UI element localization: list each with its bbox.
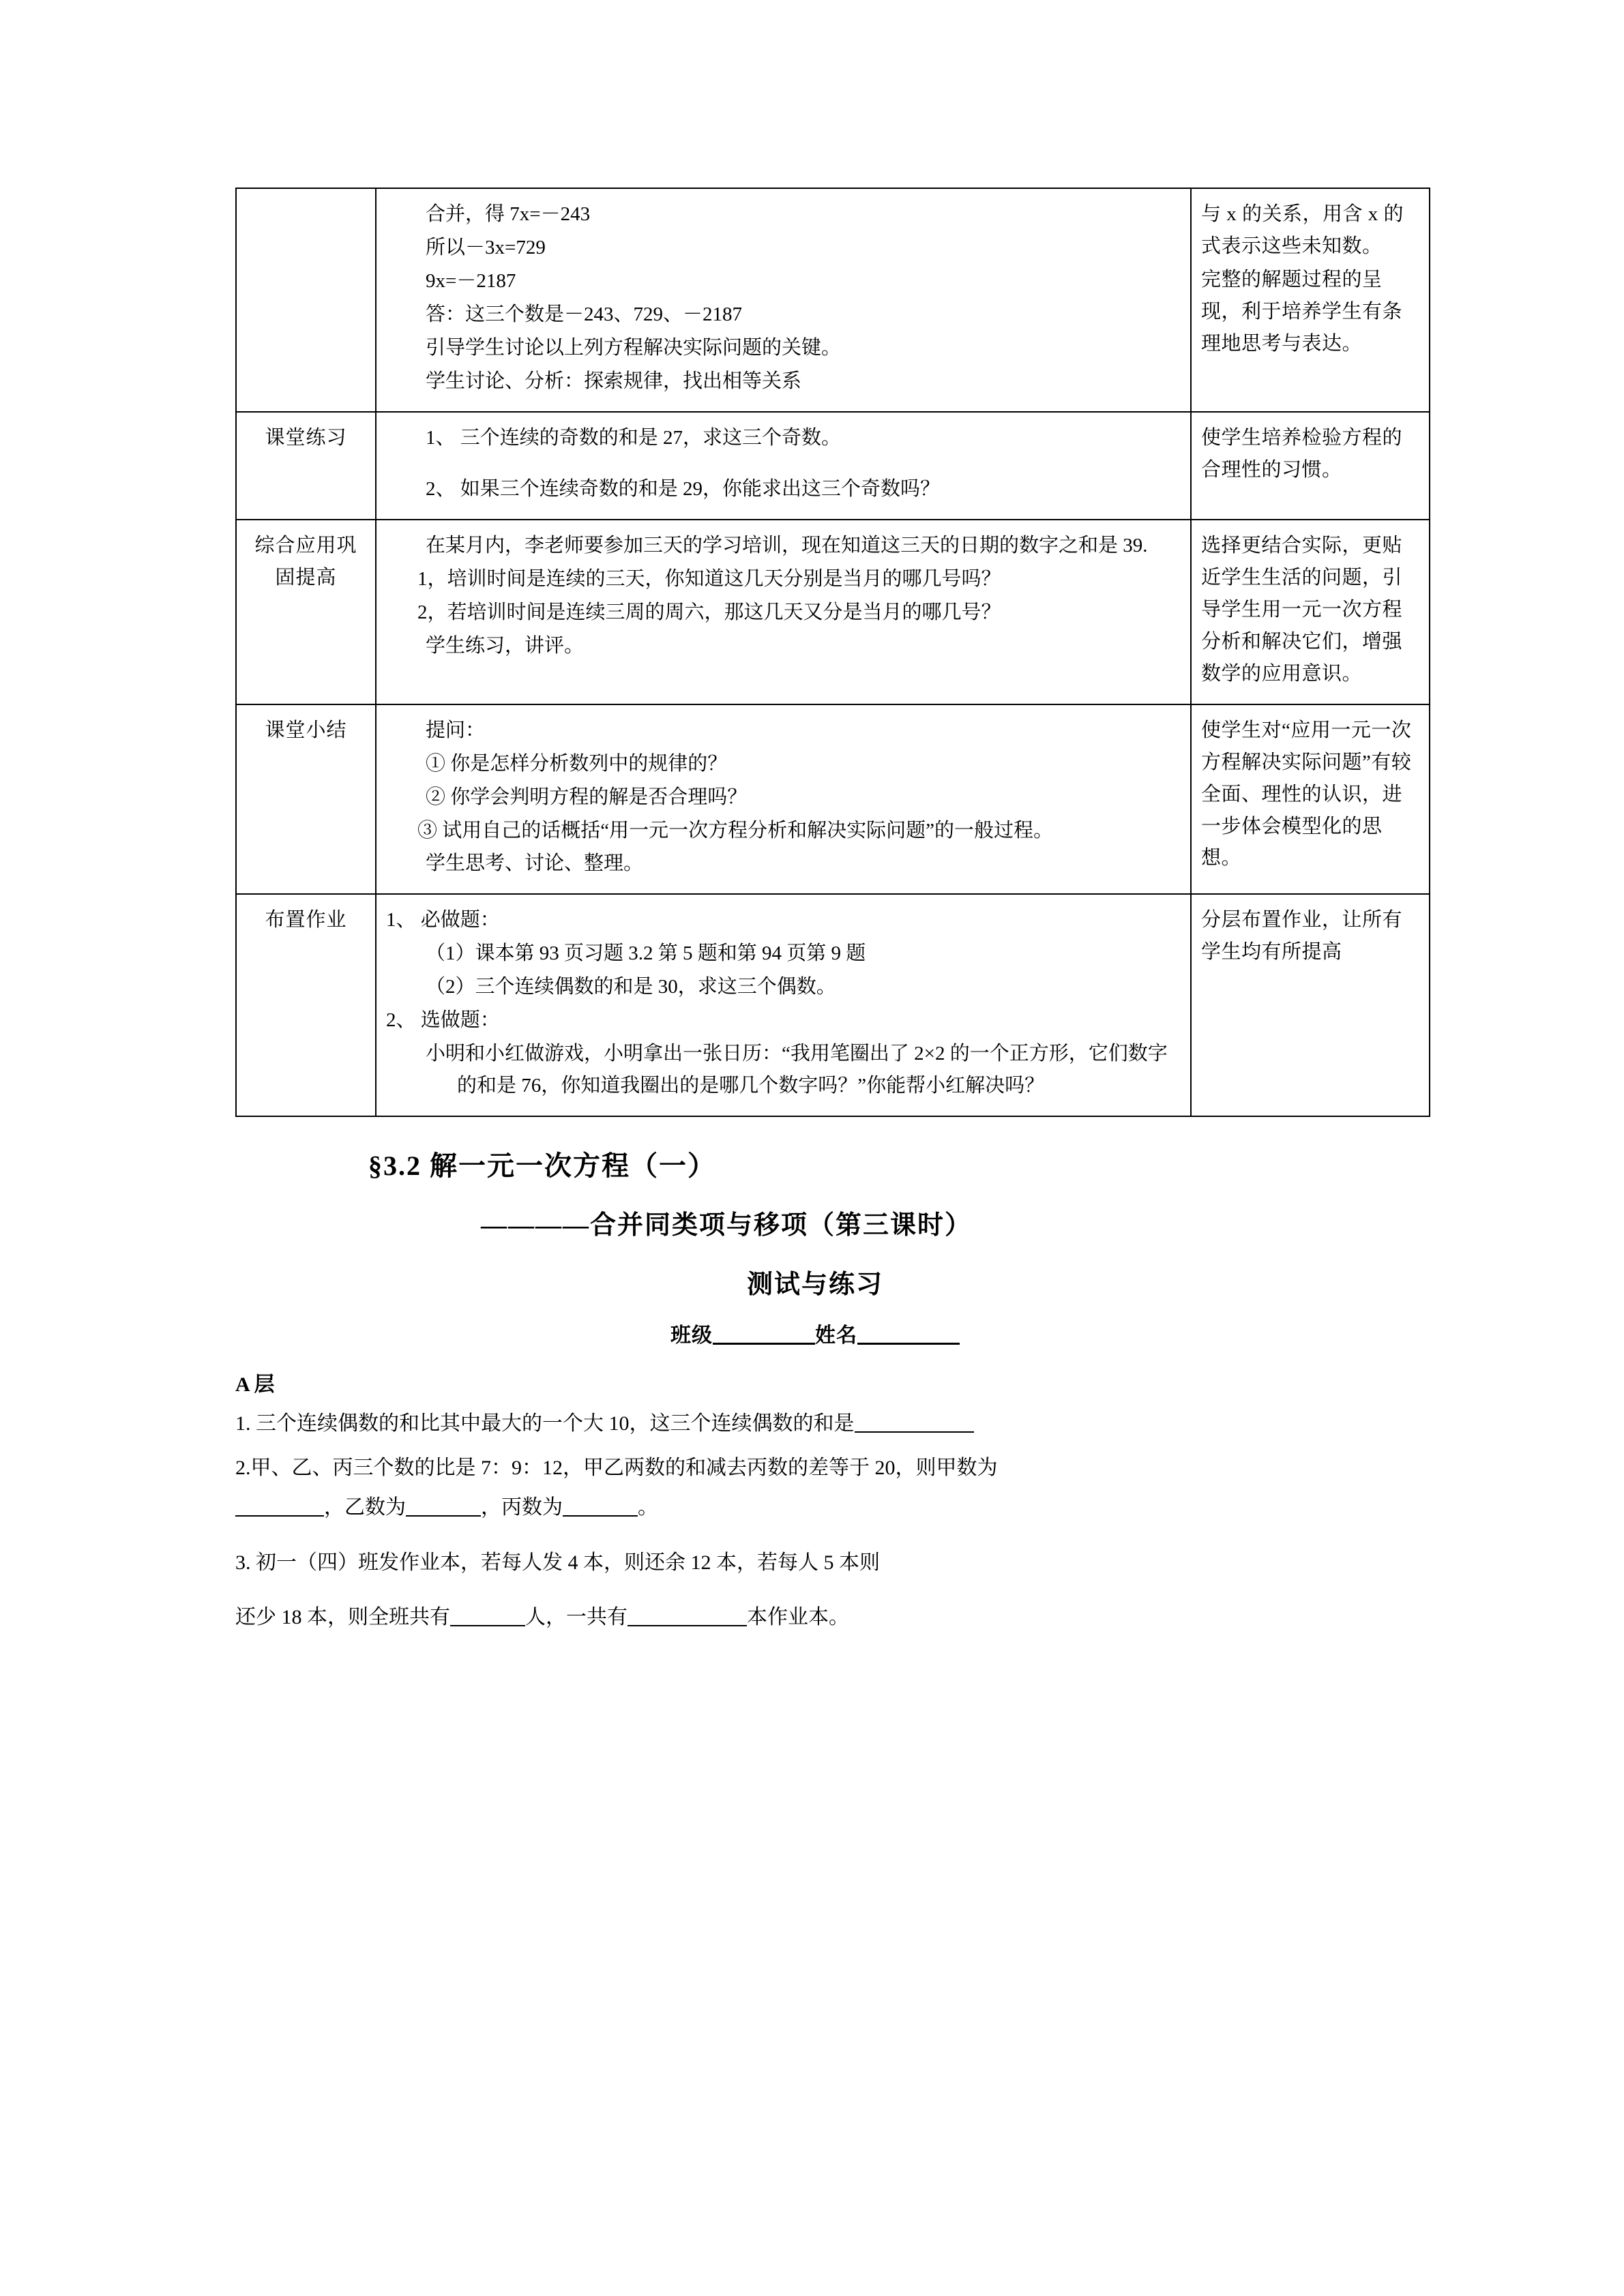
note-cell: 分层布置作业，让所有学生均有所提高 — [1191, 894, 1430, 1116]
class-blank[interactable] — [713, 1343, 815, 1345]
page-title: §3.2 解一元一次方程（一） — [368, 1150, 716, 1182]
section-heading: 测试与练习 — [746, 1270, 883, 1300]
content-cell: 1、 三个连续的奇数的和是 27，求这三个奇数。 2、 如果三个连续奇数的和是 29，你能求出这三个奇数吗？ — [376, 412, 1191, 520]
content-cell: 在某月内，李老师要参加三天的学习培训，现在知道这三天的日期的数字之和是 39. 1，培训时间是连续的三天，你知道这几天分别是当月的哪几号吗？ 2，若培训时间是连续三周的周六，那这几天又分是当月的哪几号？ 学生练习，讲评。 — [376, 520, 1191, 704]
answer-blank[interactable] — [450, 1625, 525, 1626]
answer-blank[interactable] — [235, 1515, 324, 1517]
note-cell: 使学生培养检验方程的合理性的习惯。 — [1191, 412, 1430, 520]
question-3: 3. 初一（四）班发作业本，若每人发 4 本，则还余 12 本，若每人 5 本则 — [235, 1551, 880, 1574]
name-blank[interactable] — [857, 1343, 960, 1345]
lesson-plan-table — [235, 188, 1430, 1117]
question-3-continued: 还少 18 本，则全班共有 人，一共有 本作业本。 — [235, 1606, 849, 1629]
content-cell: 合并，得 7x=－243 所以－3x=729 9x=－2187 答：这三个数是－243、729、－2187 引导学生讨论以上列方程解决实际问题的关键。 学生讨论、分析：探索规律，找出相等关系 — [376, 188, 1191, 412]
stage-cell — [236, 188, 376, 412]
table-row — [236, 704, 1430, 895]
note-cell: 选择更结合实际，更贴近学生生活的问题，引导学生用一元一次方程分析和解决它们，增强数学的应用意识。 — [1191, 520, 1430, 704]
stage-cell: 课堂练习 — [236, 412, 376, 520]
document-body — [235, 188, 1412, 1642]
answer-blank[interactable] — [628, 1625, 747, 1626]
note-cell: 使学生对“应用一元一次方程解决实际问题”有较全面、理性的认识，进一步体会模型化的思想。 — [1191, 704, 1430, 895]
answer-blank[interactable] — [406, 1515, 481, 1517]
answer-blank[interactable] — [855, 1431, 974, 1433]
table-row — [236, 188, 1430, 412]
question-1: 1. 三个连续偶数的和比其中最大的一个大 10，这三个连续偶数的和是 — [235, 1404, 1395, 1444]
stage-cell: 课堂小结 — [236, 704, 376, 895]
question-2: 2.甲、乙、丙三个数的比是 7：9：12，甲乙两数的和减去丙数的差等于 20，则甲数为 ，乙数为 ，丙数为 。 — [235, 1456, 998, 1519]
content-cell: 1、 必做题： （1）课本第 93 页习题 3.2 第 5 题和第 94 页第 9 题 （2）三个连续偶数的和是 30，求这三个偶数。 2、 选做题： 小明和小红做游戏，小明拿出一张日历：“我用笔圈出了 2×2 的一个正方形，它们数字的和是 76，你知道我圈出的是哪几个数字吗？”你能帮小红解决吗？ — [376, 894, 1191, 1116]
section-titles — [235, 1144, 1395, 1300]
student-info-row — [235, 1318, 1395, 1348]
table-row — [236, 894, 1430, 1116]
name-label: 姓名 — [815, 1324, 857, 1347]
page-subtitle: ————合并同类项与移项（第三课时） — [481, 1211, 973, 1240]
stage-cell: 布置作业 — [236, 894, 376, 1116]
table-row — [236, 412, 1430, 520]
level-label: A 层 — [235, 1373, 275, 1397]
table-row — [236, 520, 1430, 704]
note-cell: 与 x 的关系，用含 x 的式表示这些未知数。 完整的解题过程的呈现，利于培养学生有条理地思考与表达。 — [1191, 188, 1430, 412]
answer-blank[interactable] — [563, 1515, 638, 1517]
class-label: 班级 — [670, 1324, 713, 1347]
stage-cell: 综合应用巩固提高 — [236, 520, 376, 704]
content-cell: 提问： ① 你是怎样分析数列中的规律的？ ② 你学会判明方程的解是否合理吗？ ③ 试用自己的话概括“用一元一次方程分析和解决实际问题”的一般过程。 学生思考、讨论、整理。 — [376, 704, 1191, 895]
